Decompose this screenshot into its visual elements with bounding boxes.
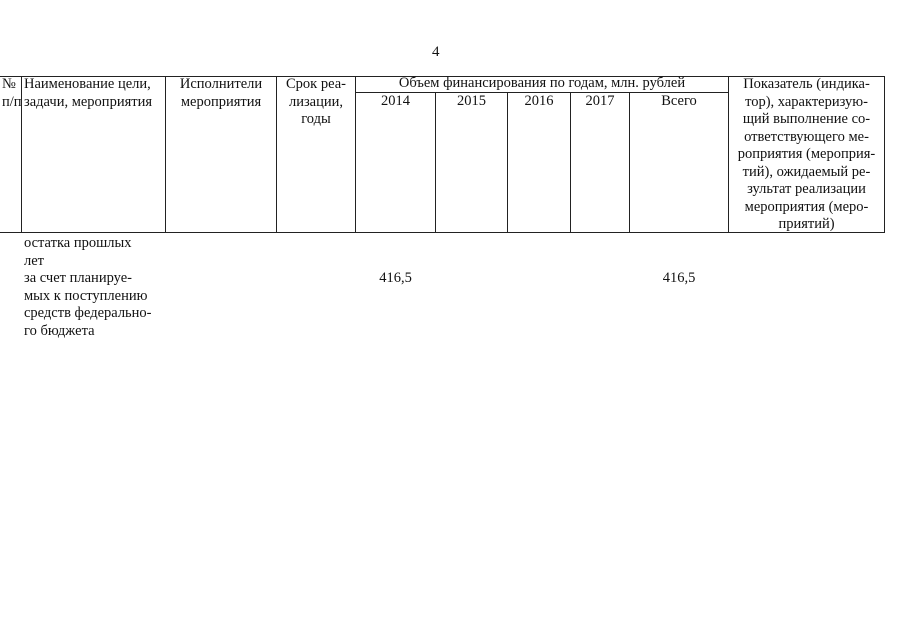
row-name-line: мых к поступлению <box>24 287 148 304</box>
header-name: Наименование цели, задачи, мероприятия <box>24 76 153 110</box>
header-funding-group: Объем финансирования по годам, млн. рублей <box>398 75 686 91</box>
row-name-line: го бюджета <box>24 322 95 339</box>
row-name-line: остатка прошлых <box>24 235 132 251</box>
row-name-line: средств федерально- <box>24 305 152 321</box>
header-year-2014: 2014 <box>381 93 410 109</box>
table-right-border <box>884 76 885 233</box>
col-divider <box>629 92 630 233</box>
row-value-total: 416,5 <box>662 270 696 286</box>
header-total: Всего <box>661 93 697 109</box>
header-year-2016: 2016 <box>524 93 554 109</box>
col-divider <box>435 92 436 233</box>
row-name-line: лет <box>24 252 45 269</box>
header-executors: Исполнители мероприятия <box>179 76 263 110</box>
col-divider <box>507 92 508 233</box>
header-year-2015: 2015 <box>457 93 486 109</box>
header-indicator: Показатель (индика- тор), характеризую- щий выполнение со- ответствующего ме- роприятия (мероприя- тий), ожидаемый ре- зультат реализации мероприятия (меро- приятий) <box>737 76 876 232</box>
header-year-2017: 2017 <box>585 93 615 109</box>
table-header <box>0 76 905 236</box>
row-value-2014: 416,5 <box>379 270 412 286</box>
table-row <box>24 235 169 270</box>
header-num: № п/п <box>2 76 22 110</box>
row-name-line: за счет планируе- <box>24 270 132 286</box>
table-row <box>24 270 169 340</box>
col-divider <box>570 92 571 233</box>
page-number: 4 <box>432 44 440 60</box>
header-term: Срок реа- лизации, годы <box>286 76 346 127</box>
